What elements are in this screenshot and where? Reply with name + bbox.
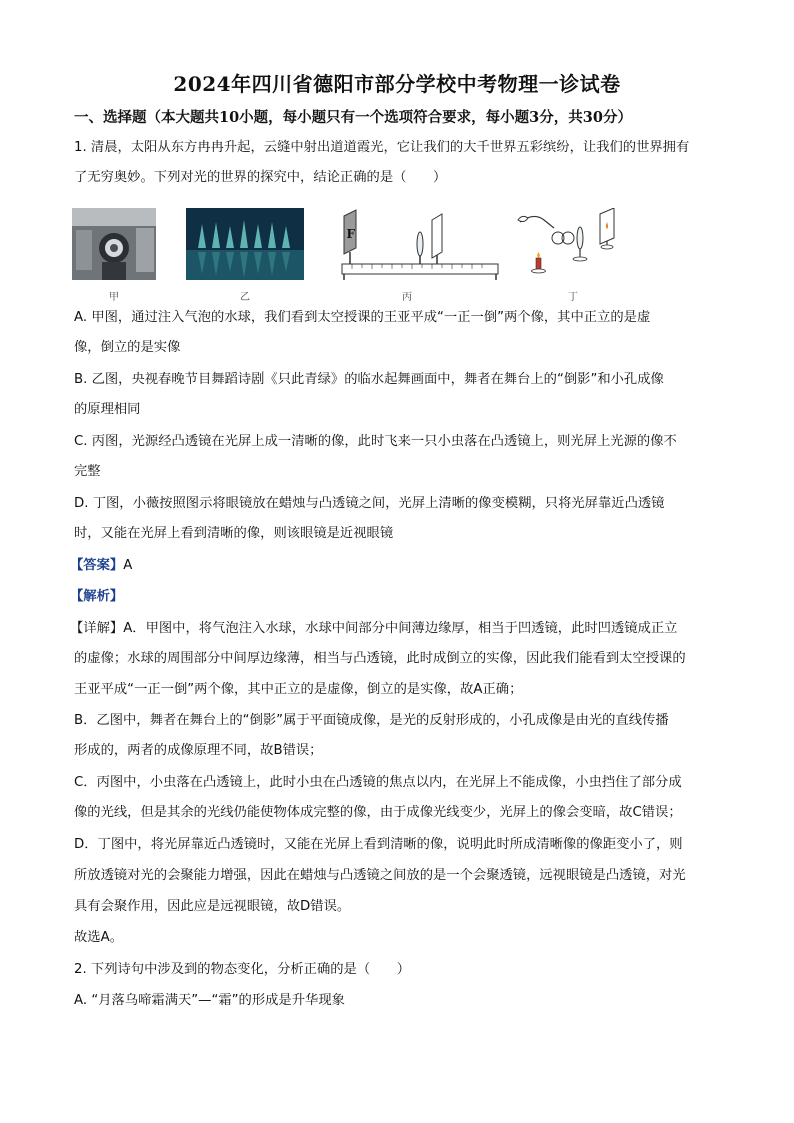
detail-line-6: C．丙图中，小虫落在凸透镜上，此时小虫在凸透镜的焦点以内，在光屏上不能成像，小虫挡住了部分成	[74, 775, 682, 790]
q1-option-a-line-1: A. 甲图，通过注入气泡的水球，我们看到太空授课的王亚平成“一正一倒”两个像，其中正立的是虚	[74, 310, 651, 325]
q1-option-c-line-1: C. 丙图，光源经凸透镜在光屏上成一清晰的像，此时飞来一只小虫落在凸透镜上，则光屏上光源的像不	[74, 434, 677, 449]
detail-line-9: 所放透镜对光的会聚能力增强，因此在蜡烛与凸透镜之间放的是一个会聚透镜，远视眼镜是凸透镜，对光	[74, 868, 686, 883]
detail-line-7: 像的光线，但是其余的光线仍能使物体成完整的像，由于成像光线变少，光屏上的像会变暗，故C错误；	[74, 805, 682, 820]
q1-option-b-line-2: 的原理相同	[74, 402, 141, 417]
optical-bench-diagram	[338, 208, 500, 282]
figure-jia	[72, 208, 156, 280]
q1-option-d-line-2: 时，又能在光屏上看到清晰的像，则该眼镜是近视眼镜	[74, 526, 394, 541]
figure-label-jia: 甲	[109, 292, 119, 303]
section-heading: 一、选择题（本大题共10小题，每小题只有一个选项符合要求，每小题3分，共30分）	[74, 109, 632, 126]
light-source-letter: F	[346, 227, 356, 241]
q1-figures	[70, 208, 630, 304]
figure-label-yi: 乙	[240, 292, 250, 303]
q1-stem-line-2: 了无穷奥妙。下列对光的世界的探究中，结论正确的是（ ）	[74, 170, 447, 185]
detail-line-1	[70, 621, 677, 637]
figure-ding	[514, 208, 618, 280]
answer-value: A	[123, 558, 133, 573]
q2-option-a: A. “月落乌啼霜满天”—“霜”的形成是升华现象	[74, 993, 345, 1008]
detail-line-5: 形成的，两者的成像原理不同，故B错误；	[74, 743, 323, 758]
detail-line-8: D．丁图中，将光屏靠近凸透镜时，又能在光屏上看到清晰的像，说明此时所成清晰像的像距变小了，则	[74, 837, 683, 852]
q1-option-b-line-1: B. 乙图，央视春晚节目舞蹈诗剧《只此青绿》的临水起舞画面中，舞者在舞台上的“倒影”和小孔成像	[74, 372, 664, 387]
dance-stage-photo	[186, 208, 304, 280]
page-title: 2024年四川省德阳市部分学校中考物理一诊试卷	[173, 72, 621, 96]
q1-option-d-line-1: D. 丁图，小薇按照图示将眼镜放在蜡烛与凸透镜之间，光屏上清晰的像变模糊，只将光屏靠近凸透镜	[74, 496, 665, 511]
detail-label: 【详解】	[70, 621, 124, 636]
detail-line-4: B．乙图中，舞者在舞台上的“倒影”属于平面镜成像，是光的反射形成的，小孔成像是由光的直线传播	[74, 713, 669, 728]
q1-option-a-line-2: 像，倒立的是实像	[74, 340, 181, 355]
analysis-line	[70, 589, 123, 605]
analysis-label: 【解析】	[70, 589, 124, 604]
answer-line	[70, 558, 132, 574]
detail-line-10: 具有会聚作用，因此应是远视眼镜，故D错误。	[74, 899, 351, 914]
q2-stem: 2. 下列诗句中涉及到的物态变化，分析正确的是（ ）	[74, 962, 411, 977]
q1-stem-line-1: 1. 清晨，太阳从东方冉冉升起，云缝中射出道道霞光，它让我们的大千世界五彩缤纷，让我们的世界拥有	[74, 140, 690, 155]
space-lesson-photo	[72, 208, 156, 280]
detail-line-2: 的虚像；水球的周围部分中间厚边缘薄，相当与凸透镜，此时成倒立的实像，因此我们能看到太空授课的	[74, 651, 686, 666]
answer-label: 【答案】	[70, 558, 124, 573]
q1-option-c-line-2: 完整	[74, 464, 101, 479]
conclusion-line: 故选A。	[74, 930, 123, 945]
figure-label-bing: 丙	[402, 292, 412, 303]
figure-yi	[186, 208, 304, 280]
figure-label-ding: 丁	[568, 292, 578, 303]
figure-bing	[338, 208, 500, 282]
candle-lens-screen-diagram	[514, 208, 618, 280]
detail-text-1: A．甲图中，将气泡注入水球，水球中间部分中间薄边缘厚，相当于凹透镜，此时凹透镜成正立	[123, 621, 678, 636]
detail-line-3: 王亚平成“一正一倒”两个像，其中正立的是虚像，倒立的是实像，故A正确；	[74, 682, 523, 697]
